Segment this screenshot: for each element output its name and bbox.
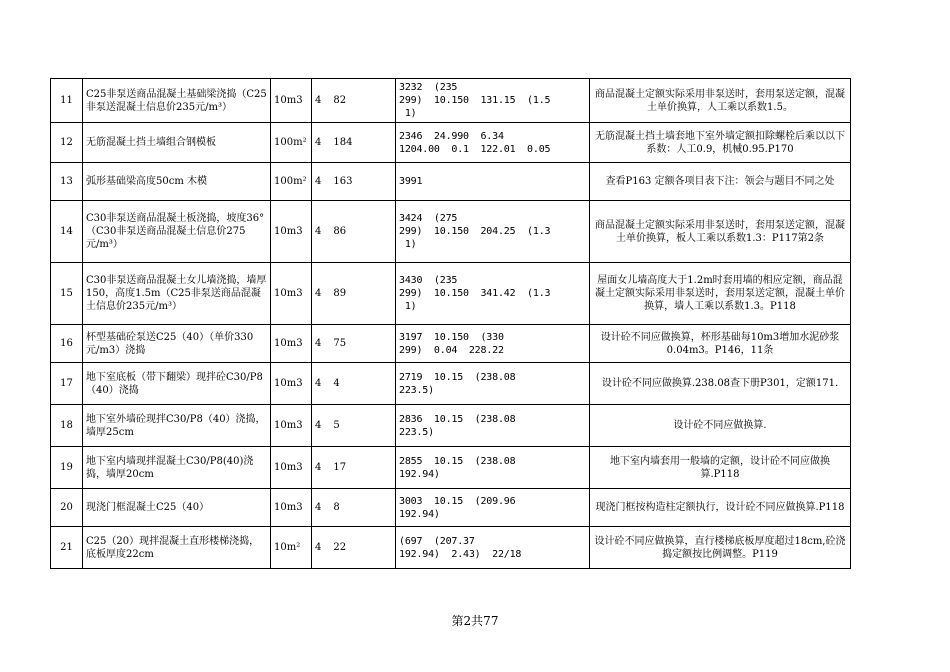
item-name: 地下室外墙砼现拌C30/P8（40）浇捣，墙厚25cm [83,405,271,447]
quota-chapter: 4 [315,338,322,349]
quota-ref [312,163,396,201]
quota-page: 5 [333,420,340,431]
quota-chapter: 4 [315,95,322,106]
calculation: 3003 10.15 (209.96 192.94) [396,489,590,527]
row-number: 13 [51,163,83,201]
quota-chapter: 4 [315,378,322,389]
calculation: 3424 (275 299) 10.150 204.25 (1.3 1) [396,201,590,263]
note: 设计砼不同应做换算.238.08查下册P301，定额171. [590,363,851,405]
quota-page: 82 [333,95,347,106]
quota-page: 75 [333,338,347,349]
calculation: 3232 (235 299) 10.150 131.15 (1.5 1) [396,79,590,123]
calculation: 2855 10.15 (238.08 192.94) [396,447,590,489]
row-number: 15 [51,263,83,325]
row-number: 21 [51,527,83,569]
item-unit: 10m3 [271,263,312,325]
quota-page: 22 [333,542,347,553]
item-unit: 10m3 [271,325,312,363]
item-name: 弧形基础梁高度50cm 木模 [83,163,271,201]
quota-ref [312,489,396,527]
quota-page: 8 [333,502,340,513]
note: 设计砼不同应做换算，杯形基础每10m3增加水泥砂浆0.04m3。P146，11条 [590,325,851,363]
note: 商品混凝土定额实际采用非泵送时，套用泵送定额，混凝土单价换算，人工乘以系数1.5。 [590,79,851,123]
table-row [51,527,851,569]
quota-ref [312,363,396,405]
quota-chapter: 4 [315,226,322,237]
calculation: 2346 24.990 6.34 1204.00 0.1 122.01 0.05 [396,123,590,163]
table-row [51,163,851,201]
calculation: 3197 10.150 (330 299) 0.04 228.22 [396,325,590,363]
quota-chapter: 4 [315,542,322,553]
table-row [51,79,851,123]
quota-ref [312,405,396,447]
row-number: 18 [51,405,83,447]
table-row [51,201,851,263]
table-row [51,123,851,163]
row-number: 20 [51,489,83,527]
item-unit: 10m3 [271,79,312,123]
note: 无筋混凝土挡土墙套地下室外墙定额扣除螺栓后乘以以下系数：人工0.9，机械0.95.P170 [590,123,851,163]
row-number: 12 [51,123,83,163]
item-unit: 10m3 [271,447,312,489]
item-unit: 10m² [271,527,312,569]
table-row [51,447,851,489]
note: 设计砼不同应做换算，直行楼梯底板厚度超过18cm,砼浇捣定额按比例调整。P119 [590,527,851,569]
quota-chapter: 4 [315,176,322,187]
note: 设计砼不同应做换算. [590,405,851,447]
calculation: 2836 10.15 (238.08 223.5) [396,405,590,447]
item-unit: 100m² [271,123,312,163]
table-row [51,405,851,447]
quota-page: 184 [333,137,353,148]
table-row [51,263,851,325]
item-unit: 10m3 [271,363,312,405]
row-number: 19 [51,447,83,489]
row-number: 11 [51,79,83,123]
quota-ref [312,325,396,363]
quota-ref [312,79,396,123]
quota-page: 163 [333,176,353,187]
item-name: C30非泵送商品混凝土女儿墙浇捣，墙厚150，高度1.5m（C25非泵送商品混凝土信息价235元/m³） [83,263,271,325]
quota-page: 89 [333,288,347,299]
quota-chapter: 4 [315,420,322,431]
item-unit: 10m3 [271,201,312,263]
quota-ref [312,263,396,325]
item-name: C30非泵送商品混凝土板浇捣，坡度36°（C30非泵送商品混凝土信息价275元/m³） [83,201,271,263]
item-name: 无筋混凝土挡土墙组合钢模板 [83,123,271,163]
table-row [51,325,851,363]
quota-page: 86 [333,226,347,237]
quota-page: 4 [333,378,340,389]
calculation: 2719 10.15 (238.08 223.5) [396,363,590,405]
note: 商品混凝土定额实际采用非泵送时，套用泵送定额，混凝土单价换算，板人工乘以系数1.3：P117第2条 [590,201,851,263]
item-name: C25非泵送商品混凝土基础梁浇捣（C25非泵送混凝土信息价235元/m³） [83,79,271,123]
quota-ref [312,447,396,489]
calculation: (697 (207.37 192.94) 2.43) 22/18 [396,527,590,569]
quota-table [50,78,851,569]
quota-ref [312,123,396,163]
quota-chapter: 4 [315,288,322,299]
page-number: 第2共77 [451,614,499,628]
item-unit: 10m3 [271,405,312,447]
item-name: 现浇门框混凝土C25（40） [83,489,271,527]
item-name: 地下室内墙现拌混凝土C30/P8(40)浇捣，墙厚20cm [83,447,271,489]
row-number: 17 [51,363,83,405]
row-number: 14 [51,201,83,263]
quota-ref [312,527,396,569]
item-name: 地下室底板（带下翻梁）现拌砼C30/P8（40）浇捣 [83,363,271,405]
note: 查看P163 定额各项目表下注：领会与题目不同之处 [590,163,851,201]
note: 地下室内墙套用一般墙的定额，设计砼不同应做换算.P118 [590,447,851,489]
quota-chapter: 4 [315,502,322,513]
quota-chapter: 4 [315,462,322,473]
calculation: 3991 [396,163,590,201]
table-row [51,363,851,405]
item-unit: 100m² [271,163,312,201]
quota-ref [312,201,396,263]
table-body [51,79,851,569]
item-unit: 10m3 [271,489,312,527]
note: 现浇门框按构造柱定额执行，设计砼不同应做换算.P118 [590,489,851,527]
item-name: 杯型基础砼泵送C25（40）（单价330元/m3）浇捣 [83,325,271,363]
table-row [51,489,851,527]
calculation: 3430 (235 299) 10.150 341.42 (1.3 1) [396,263,590,325]
quota-chapter: 4 [315,137,322,148]
quota-page: 17 [333,462,347,473]
item-name: C25（20）现拌混凝土直形楼梯浇捣，底板厚度22cm [83,527,271,569]
note: 屋面女儿墙高度大于1.2m时套用墙的相应定额，商品混凝土定额实际采用非泵送时，套用泵送定额，混凝土单价换算，墙人工乘以系数1.3。P118 [590,263,851,325]
row-number: 16 [51,325,83,363]
